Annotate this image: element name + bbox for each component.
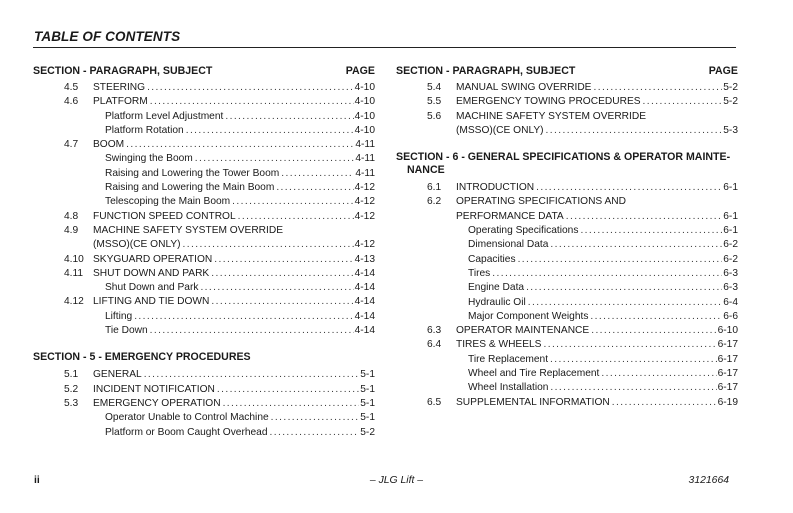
toc-entry-title: Engine Data xyxy=(468,282,525,294)
section-label: SECTION - PARAGRAPH, SUBJECT xyxy=(396,65,576,77)
toc-entry-page: 4-14 xyxy=(354,296,375,308)
toc-entry-number: 5.2 xyxy=(64,383,79,395)
toc-entry-title: INCIDENT NOTIFICATION xyxy=(93,383,215,395)
dot-leader xyxy=(564,210,723,224)
toc-list xyxy=(396,81,738,138)
toc-entry-page: 4-10 xyxy=(354,82,375,93)
toc-entry-title: Major Component Weights xyxy=(468,310,589,322)
toc-entry-page: 4-12 xyxy=(354,239,375,251)
toc-entry[interactable] xyxy=(33,167,375,181)
toc-entry-number: 6.5 xyxy=(427,396,442,408)
toc-entry-title: PERFORMANCE DATA xyxy=(456,210,564,222)
page-label: PAGE xyxy=(708,65,738,77)
toc-entry-title: (MSSO)(CE ONLY) xyxy=(456,124,544,136)
dot-leader xyxy=(589,324,716,338)
toc-entry-page: 6-19 xyxy=(717,396,738,408)
toc-entry[interactable] xyxy=(33,210,375,224)
toc-entry-number: 6.1 xyxy=(427,182,442,194)
dot-leader xyxy=(193,152,355,166)
dot-leader xyxy=(269,411,360,425)
dot-leader xyxy=(274,181,353,195)
toc-entry[interactable] xyxy=(33,368,375,382)
dot-leader xyxy=(591,81,722,95)
toc-entry[interactable] xyxy=(33,426,375,440)
toc-entry-page: 5-2 xyxy=(723,96,738,108)
toc-column-left xyxy=(33,65,375,440)
toc-entry-number: 6.3 xyxy=(427,325,442,337)
toc-entry[interactable] xyxy=(33,295,375,309)
page-label: PAGE xyxy=(345,65,375,77)
dot-leader xyxy=(279,167,354,181)
toc-entry-title: Dimensional Data xyxy=(468,239,549,251)
toc-entry-title: OPERATOR MAINTENANCE xyxy=(456,325,590,337)
toc-entry-page: 4-10 xyxy=(354,110,375,122)
page-number: ii xyxy=(34,475,40,486)
toc-entry-page: 5-1 xyxy=(360,383,375,395)
section-heading-line: SECTION - 6 - GENERAL SPECIFICATIONS & OPERATOR MAINTE- xyxy=(396,151,731,164)
toc-entry-title: OPERATING SPECIFICATIONS AND xyxy=(456,196,627,208)
page-title: TABLE OF CONTENTS xyxy=(34,29,181,44)
toc-entry[interactable] xyxy=(396,181,738,195)
toc-entry-page: 4-11 xyxy=(355,167,375,179)
toc-entry-title: Operator Unable to Control Machine xyxy=(105,412,269,424)
dot-leader xyxy=(221,397,360,411)
dot-leader xyxy=(534,181,722,195)
toc-entry-page: 6-1 xyxy=(723,225,738,237)
toc-entry-number: 5.1 xyxy=(64,369,79,381)
toc-entry-page: 6-3 xyxy=(723,267,738,279)
dot-leader xyxy=(209,295,353,309)
toc-entry-title: TIRES & WHEELS xyxy=(456,339,542,351)
toc-entry[interactable] xyxy=(33,267,375,281)
toc-entry[interactable] xyxy=(33,124,375,138)
toc-entry-page: 5-1 xyxy=(360,397,375,409)
toc-entry[interactable] xyxy=(33,110,375,124)
dot-leader xyxy=(599,367,716,381)
toc-entry-page: 4-11 xyxy=(355,139,375,151)
toc-entry-title: Raising and Lowering the Tower Boom xyxy=(105,167,280,179)
toc-entry[interactable] xyxy=(33,238,375,252)
toc-entry[interactable] xyxy=(33,397,375,411)
dot-leader xyxy=(526,296,723,310)
dot-leader xyxy=(641,95,723,109)
toc-entry[interactable] xyxy=(33,95,375,109)
toc-entry-title: INTRODUCTION xyxy=(456,182,535,194)
column-header xyxy=(396,65,738,79)
toc-entry-title: Platform Rotation xyxy=(105,124,184,136)
toc-entry[interactable] xyxy=(33,310,375,324)
column-header xyxy=(33,65,375,79)
toc-entry-title: MACHINE SAFETY SYSTEM OVERRIDE xyxy=(93,224,284,236)
toc-entry-page: 5-2 xyxy=(360,426,375,438)
toc-entry-title: GENERAL xyxy=(93,369,142,381)
dot-leader xyxy=(230,195,353,209)
toc-entry-number: 4.12 xyxy=(64,296,84,308)
toc-entry-page: 5-1 xyxy=(360,369,375,381)
toc-list xyxy=(396,181,738,410)
toc-entry-page: 4-12 xyxy=(354,182,375,194)
toc-entry-page: 6-6 xyxy=(723,310,738,322)
toc-entry-page: 5-1 xyxy=(360,412,375,424)
toc-entry-title: Tire Replacement xyxy=(468,353,549,365)
section-heading-line: NANCE xyxy=(407,164,445,177)
dot-leader xyxy=(184,124,354,138)
document-number: 3121664 xyxy=(688,475,729,486)
toc-entry-title: Wheel Installation xyxy=(468,382,549,394)
toc-entry-title: STEERING xyxy=(93,82,146,93)
toc-entry[interactable] xyxy=(33,138,375,152)
toc-entry-title: Platform or Boom Caught Overhead xyxy=(105,426,268,438)
toc-entry-page: 6-1 xyxy=(723,210,738,222)
toc-entry-number: 4.8 xyxy=(64,210,79,222)
toc-entry[interactable] xyxy=(396,281,738,295)
toc-entry-number: 4.9 xyxy=(64,224,79,236)
toc-entry-page: 6-1 xyxy=(723,182,738,194)
toc-entry-title: Shut Down and Park xyxy=(105,282,199,294)
section-heading xyxy=(396,151,738,177)
dot-leader xyxy=(548,381,716,395)
toc-entry-page: 6-4 xyxy=(723,296,738,308)
toc-entry-page: 6-17 xyxy=(717,339,738,351)
toc-entry-title: Lifting xyxy=(105,310,133,322)
toc-entry[interactable] xyxy=(396,238,738,252)
toc-entry-page: 4-13 xyxy=(354,253,375,265)
toc-entry-title: EMERGENCY OPERATION xyxy=(93,397,221,409)
toc-entry-title: PLATFORM xyxy=(93,96,148,108)
toc-entry-number: 5.4 xyxy=(427,82,442,93)
section-label: SECTION - PARAGRAPH, SUBJECT xyxy=(33,65,213,77)
toc-entry-title: LIFTING AND TIE DOWN xyxy=(93,296,210,308)
toc-entry-title: Swinging the Boom xyxy=(105,153,193,165)
toc-entry-page: 6-2 xyxy=(723,239,738,251)
dot-leader xyxy=(142,368,360,382)
toc-entry[interactable] xyxy=(33,324,375,338)
dot-leader xyxy=(215,383,359,397)
toc-entry-page: 6-10 xyxy=(717,325,738,337)
toc-entry-number: 4.6 xyxy=(64,96,79,108)
toc-entry[interactable] xyxy=(33,81,375,95)
toc-entry[interactable] xyxy=(33,152,375,166)
toc-entry-title: MACHINE SAFETY SYSTEM OVERRIDE xyxy=(456,110,647,122)
dot-leader xyxy=(578,224,722,238)
toc-entry-title: Hydraulic Oil xyxy=(468,296,526,308)
toc-entry-title: (MSSO)(CE ONLY) xyxy=(93,239,181,251)
toc-entry[interactable] xyxy=(396,396,738,410)
toc-entry[interactable] xyxy=(396,267,738,281)
dot-leader xyxy=(548,238,722,252)
dot-leader xyxy=(212,253,353,267)
toc-entry-title: Capacities xyxy=(468,253,516,265)
toc-entry[interactable] xyxy=(33,281,375,295)
toc-list xyxy=(33,368,375,439)
toc-entry-title: Platform Level Adjustment xyxy=(105,110,224,122)
toc-entry-page: 4-14 xyxy=(354,282,375,294)
dot-leader xyxy=(610,396,717,410)
toc-entry-title: MANUAL SWING OVERRIDE xyxy=(456,82,592,93)
toc-entry[interactable] xyxy=(33,411,375,425)
dot-leader xyxy=(209,267,353,281)
toc-entry-title: Raising and Lowering the Main Boom xyxy=(105,182,275,194)
toc-entry[interactable] xyxy=(396,224,738,238)
dot-leader xyxy=(516,253,723,267)
toc-entry-number: 6.4 xyxy=(427,339,442,351)
toc-entry-title: FUNCTION SPEED CONTROL xyxy=(93,210,236,222)
toc-entry-title: Operating Specifications xyxy=(468,225,579,237)
toc-entry[interactable] xyxy=(396,210,738,224)
toc-entry-page: 6-17 xyxy=(717,353,738,365)
toc-entry-title: SKYGUARD OPERATION xyxy=(93,253,213,265)
dot-leader xyxy=(148,324,354,338)
toc-entry[interactable] xyxy=(396,381,738,395)
toc-entry-number: 4.7 xyxy=(64,139,79,151)
toc-entry[interactable] xyxy=(33,383,375,397)
dot-leader xyxy=(124,138,354,152)
toc-entry[interactable] xyxy=(33,253,375,267)
dot-leader xyxy=(198,281,353,295)
toc-column-right xyxy=(396,65,738,410)
toc-entry-page: 4-11 xyxy=(355,153,375,165)
toc-entry[interactable] xyxy=(396,124,738,138)
toc-entry[interactable] xyxy=(396,296,738,310)
dot-leader xyxy=(145,81,354,95)
toc-entry-number: 5.6 xyxy=(427,110,442,122)
toc-entry-title: Wheel and Tire Replacement xyxy=(468,368,600,380)
toc-entry-page: 4-14 xyxy=(354,325,375,337)
dot-leader xyxy=(132,310,353,324)
toc-entry-title: SHUT DOWN AND PARK xyxy=(93,267,210,279)
toc-entry-page: 4-12 xyxy=(354,196,375,208)
toc-entry-title: Tie Down xyxy=(105,325,148,337)
footer-brand: – JLG Lift – xyxy=(369,475,424,486)
toc-entry-page: 6-2 xyxy=(723,253,738,265)
toc-entry[interactable] xyxy=(396,81,738,95)
toc-entry-number: 5.5 xyxy=(427,96,442,108)
dot-leader xyxy=(268,426,360,440)
section-heading: SECTION - 5 - EMERGENCY PROCEDURES xyxy=(33,351,251,364)
toc-entry-title: SUPPLEMENTAL INFORMATION xyxy=(456,396,610,408)
toc-entry-page: 4-12 xyxy=(354,210,375,222)
toc-entry-page: 5-2 xyxy=(723,82,738,93)
toc-entry[interactable] xyxy=(396,253,738,267)
toc-entry-page: 6-3 xyxy=(723,282,738,294)
toc-entry-number: 5.3 xyxy=(64,397,79,409)
toc-entry[interactable] xyxy=(396,195,738,209)
toc-entry-page: 6-17 xyxy=(717,368,738,380)
toc-entry-page: 4-14 xyxy=(354,310,375,322)
toc-entry[interactable] xyxy=(33,224,375,238)
toc-entry-title: Tires xyxy=(468,267,491,279)
toc-entry-title: EMERGENCY TOWING PROCEDURES xyxy=(456,96,641,108)
toc-entry-page: 4-10 xyxy=(354,124,375,136)
toc-entry-title: BOOM xyxy=(93,139,125,151)
dot-leader xyxy=(236,210,354,224)
dot-leader xyxy=(541,338,716,352)
dot-leader xyxy=(223,110,353,124)
toc-entry-number: 6.2 xyxy=(427,196,442,208)
dot-leader xyxy=(490,267,722,281)
toc-entry-page: 4-10 xyxy=(354,96,375,108)
toc-entry[interactable] xyxy=(396,310,738,324)
toc-entry[interactable] xyxy=(33,181,375,195)
dot-leader xyxy=(588,310,722,324)
toc-entry[interactable] xyxy=(396,338,738,352)
dot-leader xyxy=(548,353,717,367)
toc-entry[interactable] xyxy=(396,110,738,124)
toc-entry-number: 4.11 xyxy=(64,267,84,279)
toc-entry-title: Telescoping the Main Boom xyxy=(105,196,231,208)
toc-entry-page: 6-17 xyxy=(717,382,738,394)
toc-entry-page: 4-14 xyxy=(354,267,375,279)
dot-leader xyxy=(544,124,723,138)
toc-entry[interactable] xyxy=(33,195,375,209)
title-divider xyxy=(33,47,736,48)
toc-entry[interactable] xyxy=(396,353,738,367)
toc-entry[interactable] xyxy=(396,324,738,338)
toc-entry[interactable] xyxy=(396,95,738,109)
toc-entry[interactable] xyxy=(396,367,738,381)
toc-entry-page: 5-3 xyxy=(723,124,738,136)
dot-leader xyxy=(524,281,722,295)
dot-leader xyxy=(181,238,354,252)
toc-entry-number: 4.10 xyxy=(64,253,84,265)
toc-entry-number: 4.5 xyxy=(64,82,79,93)
toc-list xyxy=(33,81,375,338)
dot-leader xyxy=(148,95,354,109)
